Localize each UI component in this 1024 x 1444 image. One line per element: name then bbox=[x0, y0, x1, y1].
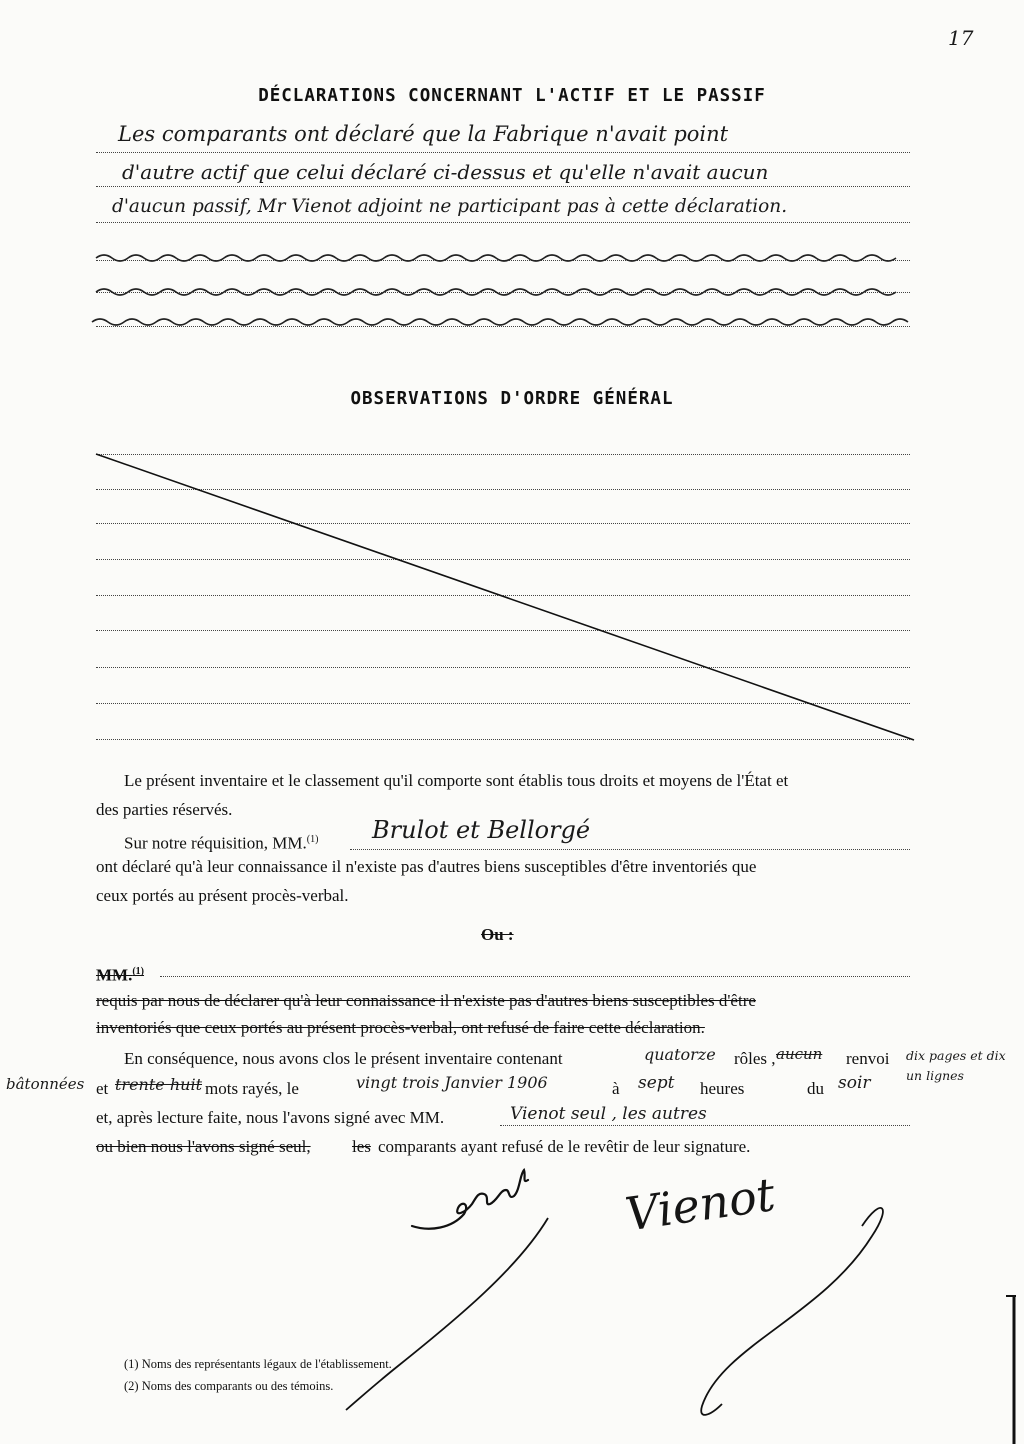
heures-label: heures bbox=[700, 1079, 745, 1098]
handwritten-period: soir bbox=[838, 1073, 871, 1093]
footnote-1: (1) Noms des représentants légaux de l'établissement. bbox=[124, 1357, 392, 1371]
handwritten-requisition-names: Brulot et Bellorgé bbox=[372, 816, 591, 844]
handwritten-date: vingt trois Janvier 1906 bbox=[356, 1073, 548, 1092]
margin-note-left: bâtonnées bbox=[6, 1075, 85, 1093]
signed-text-prefix: et, après lecture faite, nous l'avons signé avec MM. bbox=[96, 1108, 445, 1127]
et-label: et bbox=[96, 1079, 109, 1098]
a-label: à bbox=[612, 1079, 620, 1098]
handwritten-hour: sept bbox=[638, 1073, 675, 1093]
wavy-fill-line-1 bbox=[96, 255, 896, 261]
handwritten-mots-count: trente huit bbox=[115, 1075, 202, 1094]
handwritten-renvoi-count: aucun bbox=[776, 1045, 823, 1063]
mm-label-struck: MM.$^{(1)}$ bbox=[96, 965, 145, 985]
reservation-text-line-1: Le présent inventaire et le classement qu'il comporte sont établis tous droits et moyens de l'État et bbox=[124, 771, 789, 790]
reservation-text-line-2: des parties réservés. bbox=[96, 800, 233, 819]
struck-signed-alone: ou bien nous l'avons signé seul, bbox=[96, 1137, 311, 1156]
page-number: 17 bbox=[948, 26, 974, 50]
handwritten-roles-count: quatorze bbox=[644, 1045, 716, 1064]
handwritten-line-3: d'aucun passif, Mr Vienot adjoint ne participant pas à cette déclaration. bbox=[112, 196, 788, 217]
struck-les: les bbox=[352, 1137, 371, 1156]
or-separator-struck: Ou : bbox=[481, 925, 514, 944]
struck-text-line-2: inventoriés que ceux portés au présent procès-verbal, ont refusé de faire cette déclaration. bbox=[96, 1018, 705, 1037]
struck-text-line-1: requis par nous de déclarer qu'à leur connaissance il n'existe pas d'autres biens susceptibles d'être bbox=[96, 991, 756, 1010]
footnote-2: (2) Noms des comparants ou des témoins. bbox=[124, 1379, 334, 1393]
wavy-fill-line-3 bbox=[92, 319, 908, 325]
signature-left-flourish bbox=[346, 1218, 548, 1410]
declaration-text-line-1: ont déclaré qu'à leur connaissance il n'existe pas d'autres biens susceptibles d'être inventoriés que bbox=[96, 857, 757, 876]
requisition-label: Sur notre réquisition, MM.$^{(1)}$ bbox=[124, 833, 319, 853]
signature-right-swirl bbox=[701, 1208, 883, 1415]
margin-note-right: dix pages et dix un lignes bbox=[906, 1048, 1006, 1083]
handwritten-signed-names: Vienot seul , les autres bbox=[510, 1104, 707, 1124]
section-heading-general-observations: OBSERVATIONS D'ORDRE GÉNÉRAL bbox=[350, 389, 674, 409]
handwritten-line-1: Les comparants ont déclaré que la Fabrique n'avait point bbox=[118, 122, 729, 146]
handwritten-line-2: d'autre actif que celui déclaré ci-dessus et qu'elle n'avait aucun bbox=[122, 160, 769, 184]
roles-label: rôles , bbox=[734, 1049, 776, 1068]
du-label: du bbox=[807, 1079, 824, 1098]
signature-left bbox=[412, 1170, 528, 1229]
renvoi-label: renvoi bbox=[846, 1049, 890, 1068]
wavy-fill-line-2 bbox=[96, 289, 896, 295]
section-heading-assets-liabilities: DÉCLARATIONS CONCERNANT L'ACTIF ET LE PASSIF bbox=[258, 86, 766, 106]
diagonal-strike-line bbox=[96, 454, 914, 740]
refusal-text: comparants ayant refusé de le revêtir de leur signature. bbox=[378, 1137, 751, 1156]
signature-right: Vienot bbox=[622, 1167, 779, 1242]
closing-text-prefix: En conséquence, nous avons clos le présent inventaire contenant bbox=[124, 1049, 563, 1068]
mots-label: mots rayés, le bbox=[205, 1079, 299, 1098]
declaration-text-line-2: ceux portés au présent procès-verbal. bbox=[96, 886, 349, 905]
